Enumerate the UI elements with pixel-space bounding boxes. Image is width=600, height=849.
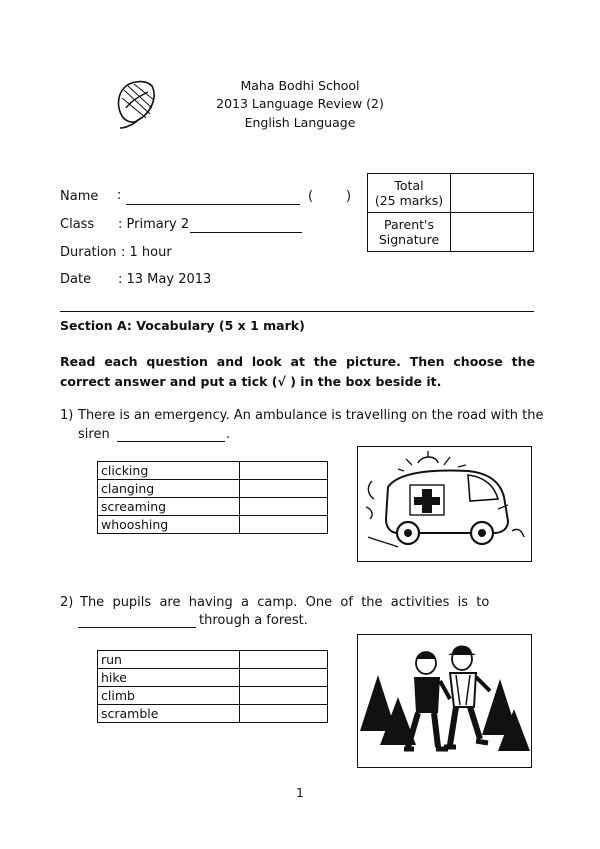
name-colon: : xyxy=(117,188,122,203)
ambulance-icon xyxy=(358,447,531,561)
table-row xyxy=(98,462,328,480)
option-tick-box[interactable] xyxy=(240,516,328,534)
total-marks: (25 marks) xyxy=(374,193,444,208)
option-text: climb xyxy=(98,687,240,705)
question-2-text-continued: through a forest. xyxy=(199,613,308,628)
page-number: 1 xyxy=(296,786,304,800)
option-text: screaming xyxy=(98,498,240,516)
question-2-blank xyxy=(78,627,196,628)
table-row xyxy=(98,669,328,687)
table-row xyxy=(98,651,328,669)
option-tick-box[interactable] xyxy=(240,651,328,669)
option-text: clicking xyxy=(98,462,240,480)
question-1-number: 1) xyxy=(60,408,74,423)
option-text: scramble xyxy=(98,705,240,723)
duration-value: : 1 hour xyxy=(121,245,172,260)
total-label-cell xyxy=(368,174,451,213)
class-value: : Primary 2 xyxy=(118,217,190,232)
question-2-text: The pupils are having a camp. One of the activities is to xyxy=(80,595,490,610)
option-tick-box[interactable] xyxy=(240,480,328,498)
question-1-text: There is an emergency. An ambulance is travelling on the road with the xyxy=(78,408,544,423)
question-1-blank xyxy=(117,441,225,442)
option-text: hike xyxy=(98,669,240,687)
total-label: Total xyxy=(394,178,424,193)
option-tick-box[interactable] xyxy=(240,462,328,480)
parent-signature-cell[interactable] xyxy=(451,213,534,252)
name-field[interactable] xyxy=(126,204,300,205)
date-value: : 13 May 2013 xyxy=(118,272,212,287)
date-label: Date xyxy=(60,272,92,287)
duration-label: Duration xyxy=(60,245,117,260)
marks-box xyxy=(367,173,534,252)
table-row xyxy=(98,498,328,516)
table-row xyxy=(98,687,328,705)
section-instruction: Read each question and look at the picture. Then choose the correct answer and put a tick (√ ) in the box beside it. xyxy=(60,354,535,389)
subject-title: English Language xyxy=(244,115,356,130)
class-field[interactable] xyxy=(190,232,302,233)
question-1-text-continued: siren xyxy=(78,427,110,442)
table-row xyxy=(98,480,328,498)
table-row xyxy=(98,705,328,723)
question-2-options-table xyxy=(97,650,328,723)
name-paren-open: ( xyxy=(308,189,314,204)
option-text: clanging xyxy=(98,480,240,498)
section-title: Section A: Vocabulary (5 x 1 mark) xyxy=(60,318,305,333)
paper-title: 2013 Language Review (2) xyxy=(216,96,384,111)
ambulance-picture xyxy=(357,446,532,562)
question-1-options-table xyxy=(97,461,328,534)
option-text: run xyxy=(98,651,240,669)
parent-signature-label-cell xyxy=(368,213,451,252)
total-score-cell[interactable] xyxy=(451,174,534,213)
class-label: Class xyxy=(60,217,95,232)
parent-label: Parent's xyxy=(384,217,434,232)
name-label: Name xyxy=(60,189,99,204)
option-tick-box[interactable] xyxy=(240,705,328,723)
option-tick-box[interactable] xyxy=(240,669,328,687)
question-1-period: . xyxy=(226,427,231,442)
option-text: whooshing xyxy=(98,516,240,534)
option-tick-box[interactable] xyxy=(240,498,328,516)
option-tick-box[interactable] xyxy=(240,687,328,705)
hikers-picture xyxy=(357,634,532,768)
signature-label: Signature xyxy=(378,232,440,247)
question-2-number: 2) xyxy=(60,595,74,610)
name-paren-close: ) xyxy=(346,189,352,204)
school-name: Maha Bodhi School xyxy=(240,78,360,93)
table-row xyxy=(98,516,328,534)
section-divider xyxy=(60,311,534,312)
hikers-icon xyxy=(358,635,531,767)
